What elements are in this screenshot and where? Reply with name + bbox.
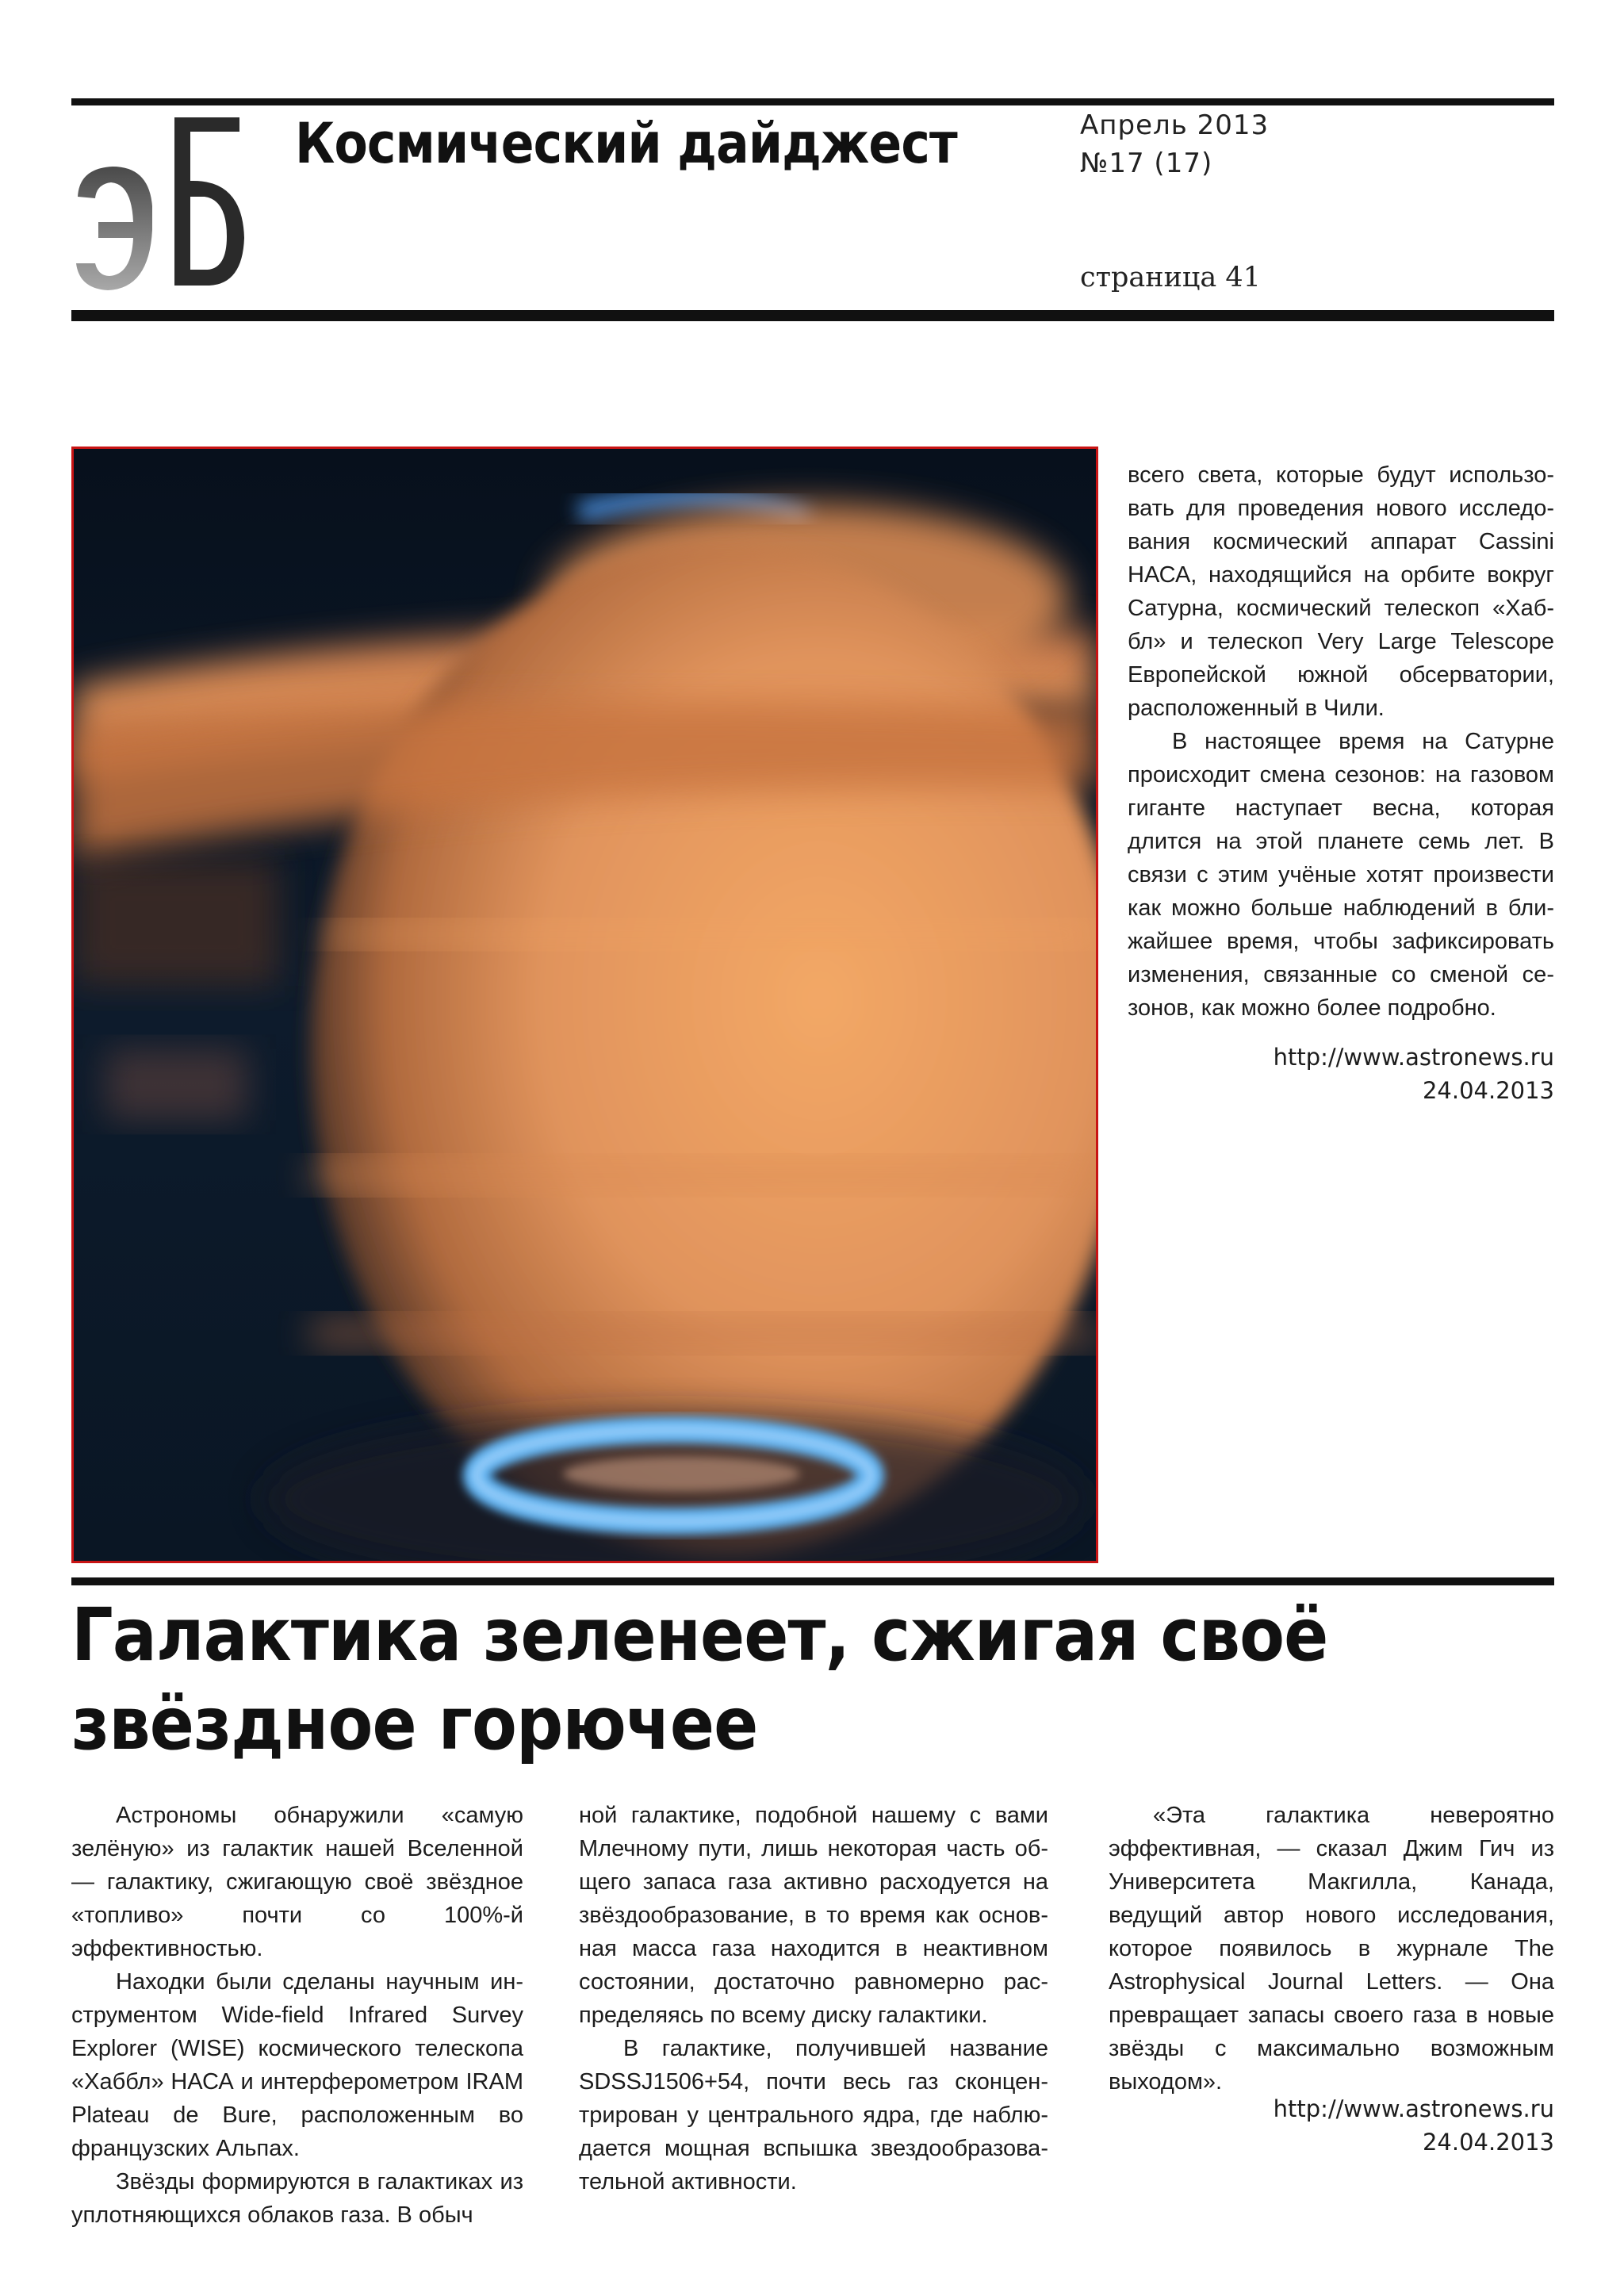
article-column-1 bbox=[71, 1799, 523, 2232]
issue-number: №17 (17) bbox=[1080, 148, 1213, 179]
top-column-paragraph-1: всего света, которые будут использовать для проведения нового исследования космический аппарат Cassini НАСА, находящийся на орбите вокруг Сатурна, космический телескоп «Хаббл» и телескоп Very Large Telescope Европейской южной обсерватории, расположенный в Чили. bbox=[1128, 462, 1554, 721]
saturn-aurora-image bbox=[71, 447, 1098, 1563]
article-c2-paragraph-1: ной галактике, подобной нашему с вами Млечному пути, лишь некоторая часть общего запаса газа активно расходуется на звёздообразование, в то время как основная масса газа находится в неактивном состоянии, достаточно равномерно распределяясь по всему диску галактики. bbox=[579, 1803, 1048, 2028]
top-column-source bbox=[1274, 1041, 1554, 1107]
page-number: страница 41 bbox=[1080, 262, 1261, 293]
header-top-rule bbox=[71, 98, 1554, 105]
top-source-url[interactable]: http://www.astronews.ru bbox=[1273, 1044, 1554, 1071]
article-source-date: 24.04.2013 bbox=[1422, 2129, 1554, 2156]
issue-date: Апрель 2013 bbox=[1080, 109, 1270, 141]
top-source-date: 24.04.2013 bbox=[1422, 1077, 1554, 1104]
header-bottom-rule bbox=[71, 310, 1554, 321]
top-column-text bbox=[1128, 458, 1554, 1025]
article-c2-paragraph-2: В галактике, получившей название SDSSJ1506+54, почти весь газ сконцентрирован у центрального ядра, где наблюдается мощная вспышка звездообразовательной активности. bbox=[579, 2036, 1048, 2194]
journal-logo-icon bbox=[73, 111, 247, 295]
article-headline: Галактика зеленеет, сжигая своё звёздное горючее bbox=[71, 1593, 1328, 1766]
article-c3-paragraph-1: «Эта галактика невероятно эффективная, — сказал Джим Гич из Университета Макгилла, Канада, ведущий автор нового исследования, которое появилось в журнале The Astrophysical Journal Letters. — Она превращает запасы своего газа в новые звёзды с максимально возможным выходом». bbox=[1109, 1803, 1554, 2095]
article-column-2 bbox=[579, 1799, 1048, 2198]
article-column-3 bbox=[1109, 1799, 1554, 2099]
top-column-paragraph-2: В настоящее время на Сатурне происходит смена сезонов: на газовом гиганте наступает весна, которая длится на этой планете семь лет. В связи с этим учёные хотят произвести как можно больше наблюдений в ближайшее время, чтобы зафиксировать изменения, связанные со сменой сезонов, как можно более подробно. bbox=[1128, 729, 1554, 1021]
journal-title: Космический дайджест bbox=[295, 111, 957, 176]
article-c1-paragraph-1: Астрономы обнаружили «самую зелёную» из галактик нашей Вселенной — галактику, сжигающую своё звёздное «топливо» почти со 100%-й эффективностью. bbox=[71, 1803, 523, 1961]
article-c1-paragraph-2: Находки были сделаны научным инструментом Wide-field Infrared Survey Explorer (WISE) космического телескопа «Хаббл» НАСА и интерферометром IRAM Plateau de Bure, расположенным во французских Альпах. bbox=[71, 1969, 523, 2161]
article-top-rule bbox=[71, 1577, 1554, 1585]
article-c1-paragraph-3: Звёзды формируются в галактиках из уплотняющихся облаков газа. В обыч bbox=[71, 2169, 523, 2228]
article-source bbox=[1274, 2092, 1554, 2159]
article-source-url[interactable]: http://www.astronews.ru bbox=[1273, 2095, 1554, 2122]
